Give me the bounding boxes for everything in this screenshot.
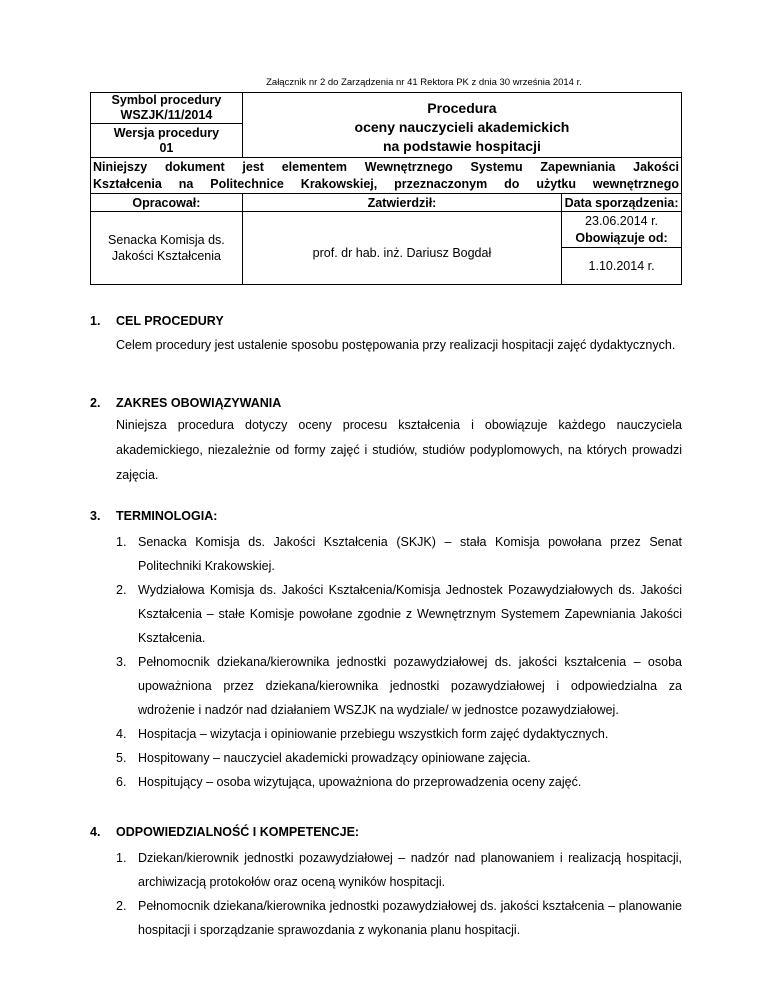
date-value: 23.06.2014 r. — [562, 212, 682, 230]
section-4 — [90, 820, 682, 942]
version-value: 01 — [159, 140, 174, 155]
section-2-heading — [90, 393, 682, 413]
procedure-title — [242, 93, 681, 158]
section-1-text: Celem procedury jest ustalenie sposobu postępowania przy realizacji hospitacji zajęć dydaktycznych. — [116, 338, 676, 352]
section-1-heading — [90, 309, 682, 333]
section-2-title: ZAKRES OBOWIĄZYWANIA — [116, 396, 282, 410]
terminology-item: 6. Hospitujący – osoba wizytująca, upoważniona do przeprowadzenia oceny zajęć. — [116, 775, 582, 789]
responsibility-item: 1. Dziekan/kierownik jednostki pozawydziałowej – nadzór nad planowaniem i realizacją hospitacji, archiwizacją protokołów oraz oceną wyników hospitacji. — [116, 851, 682, 889]
title-line-3: na podstawie hospitacji — [382, 137, 541, 154]
notice-line-1: Niniejszy dokument jest elementem Wewnętrznego Systemu Zapewniania Jakości — [93, 159, 679, 174]
prepared-label: Opracował: — [91, 194, 243, 212]
section-4-heading — [90, 820, 682, 844]
version-cell — [91, 124, 243, 158]
terminology-item: 4. Hospitacja – wizytacja i opiniowanie przebiegu wszystkich form zajęć dydaktycznych. — [116, 727, 609, 741]
section-3 — [90, 504, 682, 794]
section-3-heading — [90, 504, 682, 528]
title-line-1: Procedura — [427, 99, 497, 116]
terminology-list — [116, 530, 682, 794]
section-4-title: ODPOWIEDZIALNOŚĆ I KOMPETENCJE: — [116, 825, 360, 839]
section-1-title: CEL PROCEDURY — [116, 314, 224, 328]
symbol-value: WSZJK/11/2014 — [120, 108, 213, 122]
section-2-text: Niniejsza procedura dotyczy oceny procesu kształcenia i obowiązuje każdego nauczyciela akademickiego, niezależnie od formy zajęć i studiów, studiów podyplomowych, na których prowadzi zajęcia. — [116, 418, 682, 482]
effective-label: Obowiązuje od: — [562, 230, 682, 248]
responsibilities-list — [116, 846, 682, 942]
section-2-number: 2. — [90, 396, 101, 410]
section-4-number: 4. — [90, 825, 101, 839]
section-2 — [90, 393, 682, 488]
date-label: Data sporządzenia: — [562, 194, 682, 212]
notice-line-2: Kształcenia na Politechnice Krakowskiej, przeznaczonym do użytku wewnętrznego — [93, 176, 679, 191]
section-1-number: 1. — [90, 314, 101, 328]
annex-note: Załącznik nr 2 do Zarządzenia nr 41 Rektora PK z dnia 30 września 2014 r. — [266, 77, 582, 88]
section-3-number: 3. — [90, 509, 101, 523]
terminology-item: 3. Pełnomocnik dziekana/kierownika jednostki pozawydziałowej ds. jakości kształcenia – osoba upoważniona przez dziekana/kierownika jednostki pozawydziałowej i odpowiedzialna za wdrożenie i nadzór nad działaniem WSZJK na wydziale/ w jednostce pozawydziałowej. — [116, 655, 682, 717]
prepared-value: Senacka Komisja ds. Jakości Kształcenia — [91, 212, 243, 285]
title-line-2: oceny nauczycieli akademickich — [354, 118, 570, 135]
section-3-title: TERMINOLOGIA: — [116, 509, 218, 523]
terminology-item: 2. Wydziałowa Komisja ds. Jakości Kształcenia/Komisja Jednostek Pozawydziałowych ds. Jakości Kształcenia – stałe Komisje powołane zgodnie z Wewnętrznym Systemem Zapewniania Jakości Kształcenia. — [116, 583, 682, 645]
effective-value: 1.10.2014 r. — [562, 248, 682, 285]
terminology-item: 1. Senacka Komisja ds. Jakości Kształcenia (SKJK) – stała Komisja powołana przez Senat Politechniki Krakowskiej. — [116, 535, 682, 573]
responsibility-item: 2. Pełnomocnik dziekana/kierownika jednostki pozawydziałowej ds. jakości kształcenia – planowanie hospitacji i sporządzanie sprawozdania z wykonania planu hospitacji. — [116, 899, 682, 937]
procedure-header-table — [90, 92, 682, 285]
section-1 — [90, 309, 682, 357]
terminology-item: 5. Hospitowany – nauczyciel akademicki prowadzący opiniowane zajęcia. — [116, 751, 531, 765]
symbol-cell — [91, 93, 243, 124]
version-label: Wersja procedury — [113, 125, 220, 140]
symbol-label: Symbol procedury — [111, 93, 222, 107]
approved-label: Zatwierdził: — [242, 194, 561, 212]
approved-value: prof. dr hab. inż. Dariusz Bogdał — [242, 212, 561, 285]
document-notice — [91, 158, 682, 194]
